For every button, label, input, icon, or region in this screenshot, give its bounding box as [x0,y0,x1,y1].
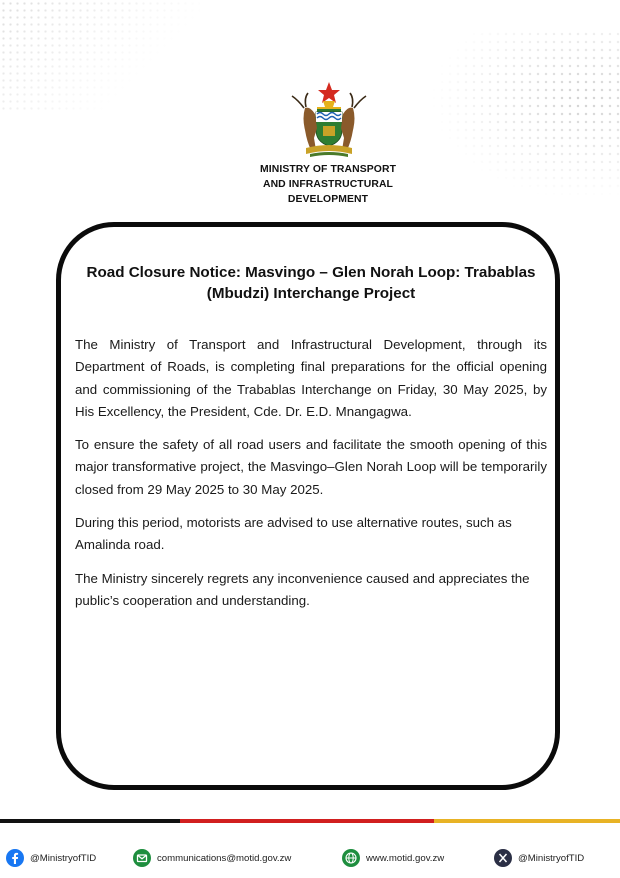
ministry-name-line-3: DEVELOPMENT [287,194,369,205]
ministry-name-line-2: AND INFRASTRUCTURAL [262,179,394,190]
notice-title: Road Closure Notice: Masvingo – Glen Norah Loop: Trabablas (Mbudzi) Interchange Project [86,264,536,302]
ministry-name-line-1: MINISTRY OF TRANSPORT [259,164,397,175]
notice-paragraph-1: The Ministry of Transport and Infrastructural Development, through its Department of Roads, is completing final preparations for the official opening and commissioning of the Trabablas Interchange on Friday, 30 May 2025, by His Excellency, the President, Cde. Dr. E.D. Mnangagwa. [75,337,547,419]
x-logo-icon [494,849,512,867]
facebook-handle: @MinistryofTID [30,852,97,864]
email-icon [133,849,151,867]
ministry-name [240,162,416,207]
coat-of-arms-icon [286,80,372,160]
decorative-dots-top-left [0,0,200,110]
footer-contacts [0,849,620,873]
facebook-contact[interactable] [6,849,96,867]
email-contact[interactable] [133,849,291,867]
email-address: communications@motid.gov.zw [157,852,292,864]
website-url: www.motid.gov.zw [366,852,445,864]
decorative-dots-top-right [430,30,620,200]
footer-color-bar [0,819,620,823]
notice-body [75,334,547,623]
globe-icon [342,849,360,867]
notice-paragraph-2: To ensure the safety of all road users and facilitate the smooth opening of this major transformative project, the Masvingo–Glen Norah Loop will be temporarily closed from 29 May 2025 to 30 May 2025. [75,437,547,497]
x-handle: @MinistryofTID [518,852,585,864]
facebook-icon [6,849,24,867]
website-contact[interactable] [342,849,444,867]
notice-paragraph-4: The Ministry sincerely regrets any inconvenience caused and appreciates the public’s cooperation and understanding. [75,570,530,608]
notice-paragraph-3: During this period, motorists are advised to use alternative routes, such as Amalinda road. [75,515,512,553]
x-contact[interactable] [494,849,584,867]
